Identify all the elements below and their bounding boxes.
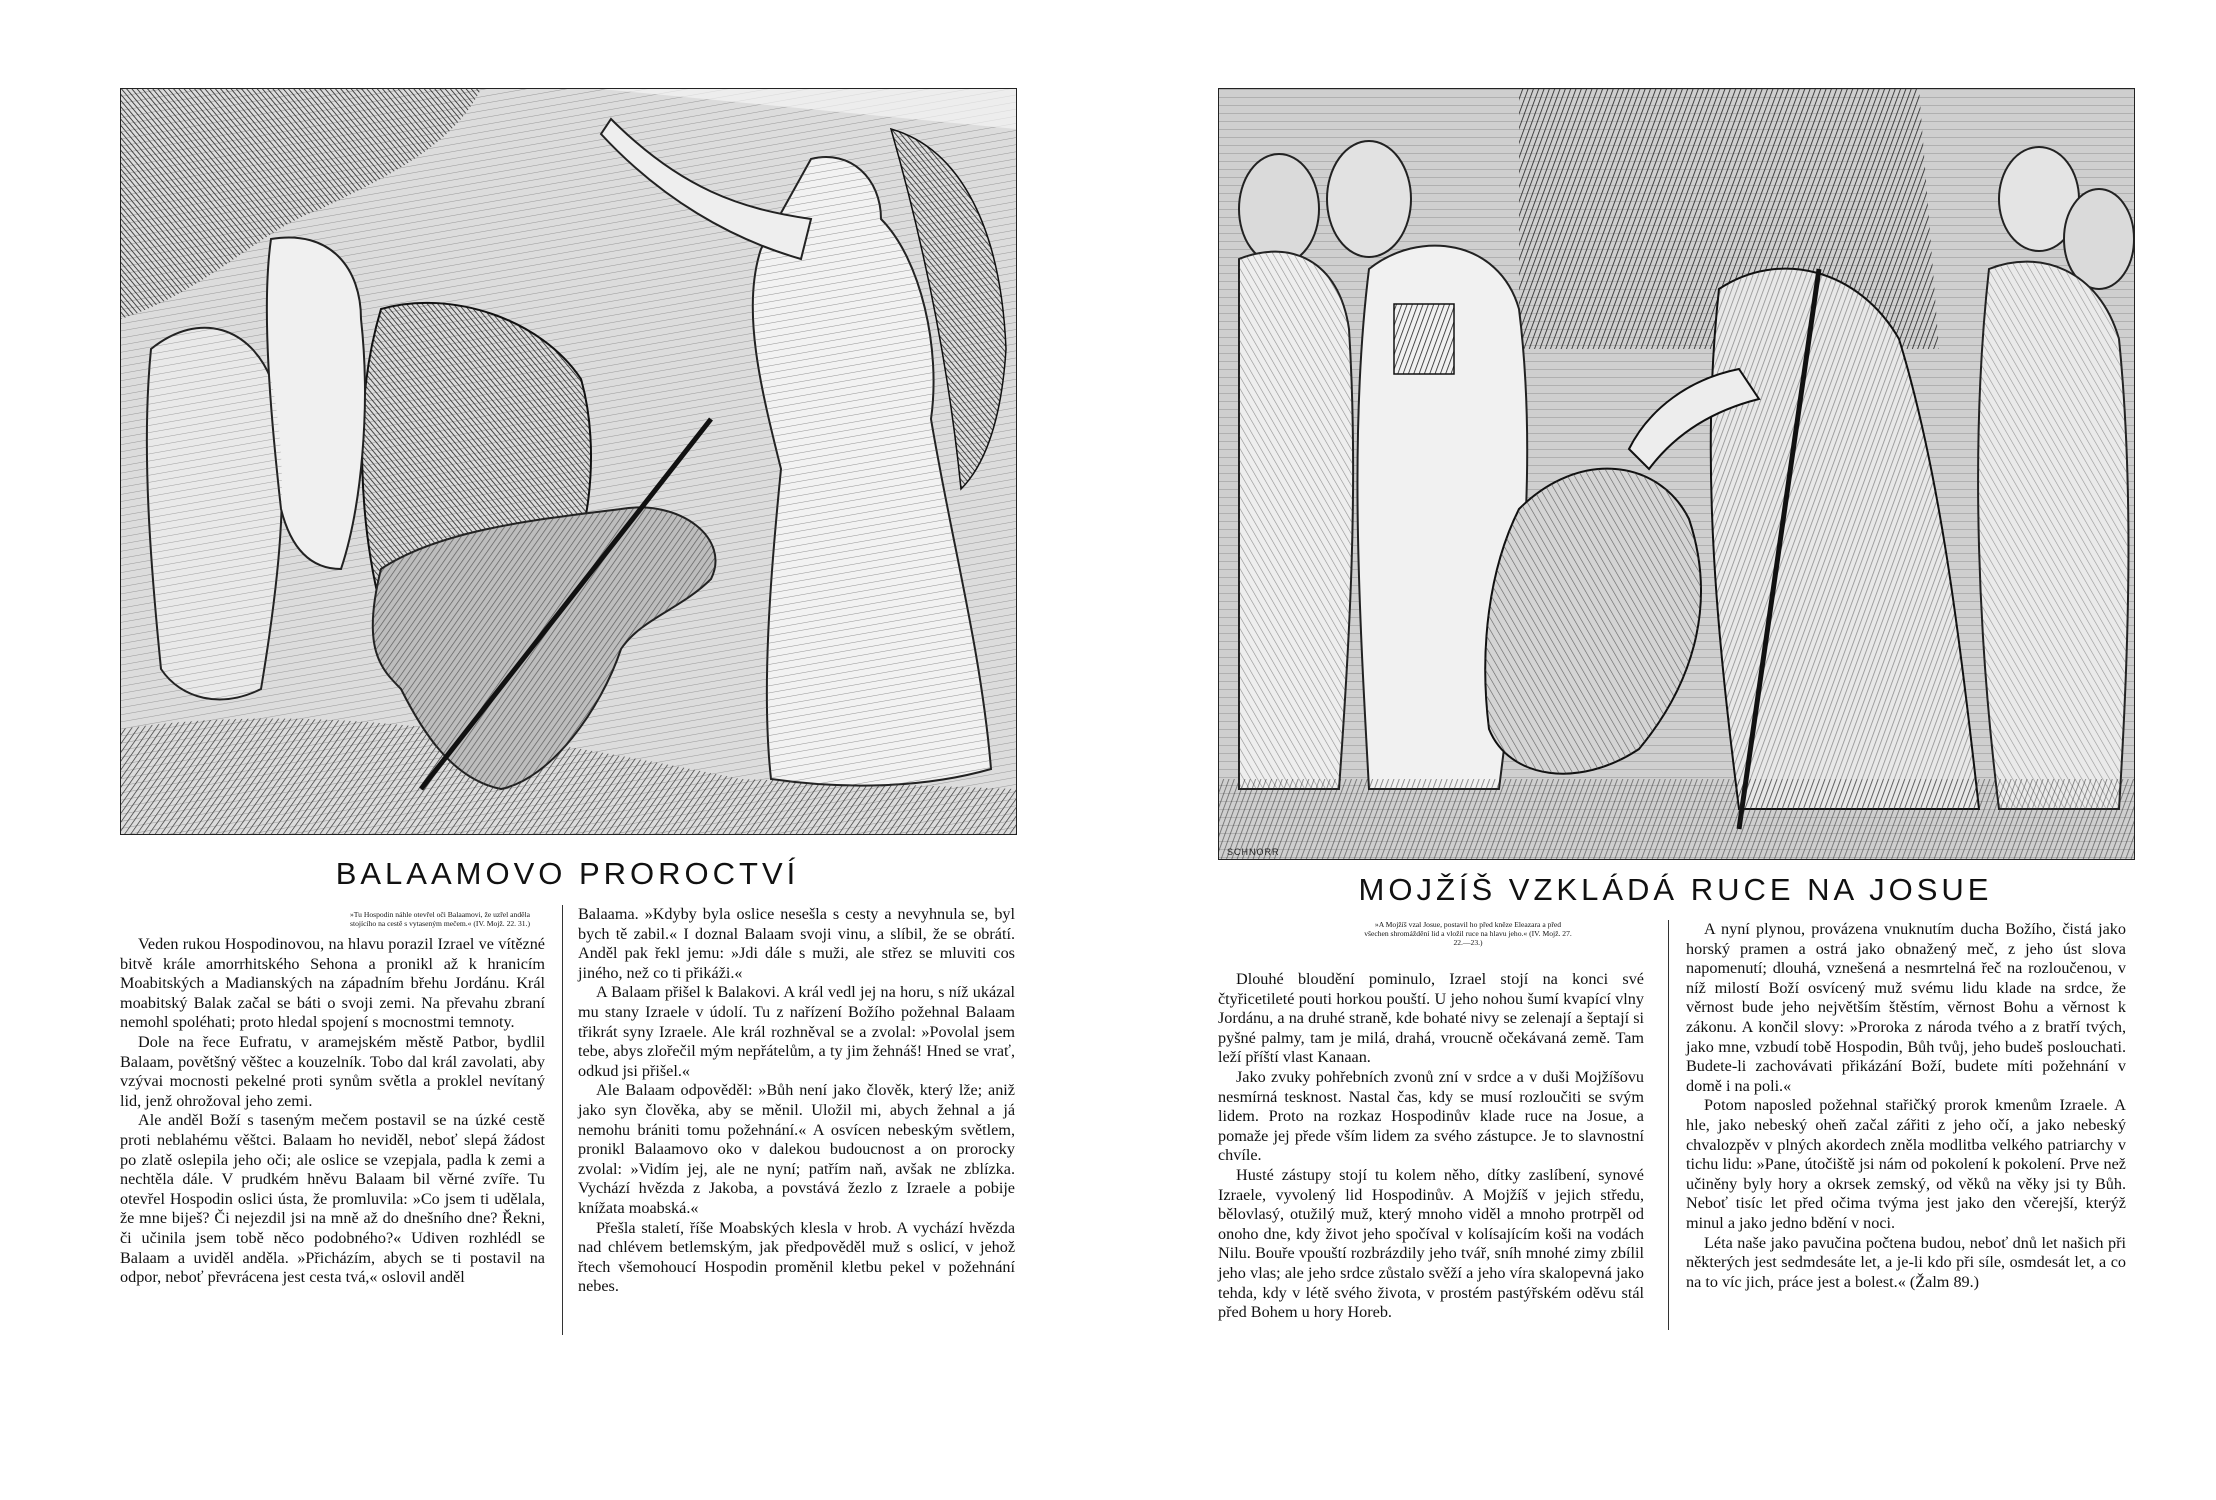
paragraph: Léta naše jako pavučina počtena budou, neboť dnů let našich při některých jest sedmdesáte let, a je-li kdo při síle, osmdesát let, a co na to víc jich, práce jest a bolest.« (Žalm 89.)	[1686, 1233, 2126, 1291]
artist-signature: SCHNORR	[1227, 847, 1280, 857]
balaam-column-2	[578, 905, 1015, 1297]
paragraph: Dole na řece Eufratu, v aramejském městě Patbor, bydlil Balaam, povětšný věštec a kouzelník. Tobo dal král zavolati, aby vzývai mocnosti pekelné proti synům světla a proklel nevítaný lid, jenž ohrožoval jeho zemi.	[120, 1032, 545, 1110]
paragraph: Husté zástupy stojí tu kolem něho, dítky zaslíbení, synové Izraele, vyvolený lid Hospodinův. A Mojžíš v jejich středu, bělovlasý, otužilý muž, který mnoho viděl a mnoho protrpěl od onoho dne, kdy život jeho spočíval v kolísajícím koši na vodách Nilu. Bouře vpouští rozbrázdily jeho tvář, sníh mnohé zimy zbílil jeho vlas; ale jeho srdce zůstalo svěží a jeho víra skalopevná jako tehda, kdy v létě svého života, v prostém pastýřském oděvu stál před Bohem u hory Horeb.	[1218, 1165, 1644, 1322]
paragraph: A nyní plynou, provázena vnuknutím ducha Božího, čistá jako horský pramen a ostrá jako obnažený meč, z jeho úst slova napomenutí; dlouhá, vznešená a nesmrtelná řeč na rozloučenou, v níž milostí Boží osvícený muž svému lidu klade na srdce, že věrnost bude jeho největším štěstím, věrnost Bohu a věrnost k zákonu. A končil slovy: »Proroka z národa tvého a z bratří tvých, jako mne, vzbudí tobě Hospodin, Bůh tvůj, jeho budeš poslouchati. Budete-li zachovávati přikázání Boží, budete míti požehnání v domě i na poli.«	[1686, 920, 2126, 1095]
paragraph: Ale anděl Boží s taseným mečem postavil se na úzké cestě proti neblahému věštci. Balaam ho neviděl, neboť slepá žádost po zlatě oslepila jeho oči; ale oslice se vzepjala, padla k zemi a nechtěla dále. V prudkém hněvu Balaam bil věrné zvíře. Tu otevřel Hospodin oslici ústa, že promluvila: »Co jsem ti udělala, že mne biješ? Či nejezdil jsi na mně až do dnešního dne? Řekni, či učinila jsem tobě něco podobného?« Udiven rozhlédl se Balaam a uviděl anděla. »Přicházím, abych se ti postavil na odpor, neboť převrácena jest cesta tvá,« oslovil anděl	[120, 1111, 545, 1287]
balaam-caption: »Tu Hospodin náhle otevřel oči Balaamovi, že uzřel anděla stojícího na cestě s vytaseným mečem.« (IV. Mojž. 22. 31.)	[349, 910, 531, 928]
balaam-title: BALAAMOVO PROROCTVÍ	[335, 856, 800, 891]
moses-title: MOJŽÍŠ VZKLÁDÁ RUCE NA JOSUE	[1358, 872, 1993, 907]
balaam-column-1	[120, 935, 545, 1288]
paragraph: Jako zvuky pohřebních zvonů zní v srdce a v duši Mojžíšovu nesmírná tesknost. Nastal čas, kdy se musí rozloučiti se svým lidem. Proto na rozkaz Hospodinův klade ruce na Josue, a pomaže jej přede vším lidem za svého zástupce. Je to slavnostní chvíle.	[1218, 1067, 1644, 1165]
right-page	[1108, 0, 2216, 1500]
engraving-moses-image	[1219, 89, 2134, 859]
paragraph: Ale Balaam odpověděl: »Bůh není jako člověk, který lže; aniž jako syn člověka, aby se měnil. Uložil mi, abych žehnal a já nemohu brániti tomu požehnání.« A osvícen nebeským světlem, pronikl Balaamovo oko v dalekou budoucnost a on prorocky zvolal: »Vidím jej, ale ne nyní; patřím naň, avšak ne zblízka. Vychází hvězda z Jakoba, a povstává žezlo z Izraele a pobije knížata moabská.«	[578, 1081, 1015, 1217]
moses-caption: »A Mojžíš vzal Josue, postavil ho před kněze Eleazara a před všechen shromáždění lid a vložil ruce na hlavu jeho.« (IV. Mojž. 27. 22.—23.)	[1364, 920, 1572, 947]
paragraph: Dlouhé bloudění pominulo, Izrael stojí na konci své čtyřicetileté pouti horkou pouští. U jeho nohou šumí kvapící vlny Jordánu, a na druhé straně, kde bohaté nivy se zelenají a šeptají si pyšné palmy, tam je milá, drahá, vroucně očekávaná země. Tam leží příští vlast Kanaan.	[1218, 970, 1644, 1067]
paragraph: A Balaam přišel k Balakovi. A král vedl jej na horu, s níž ukázal mu stany Izraele v údolí. Tu z nařízení Božího požehnal Balaam třikrát syny Izraele. Ale král rozhněval se a zvolal: »Povolal jsem tebe, abys zlořečil mým nepřátelům, a ty jim žehnáš! Hned se vrať, odkud jsi přišel.«	[578, 983, 1015, 1080]
paragraph: Přešla staletí, říše Moabských klesla v hrob. A vychází hvězda nad chlévem betlemským, jak předpověděl muž s oslicí, v jehož řtech všemohoucí Hospodin proměnil kletbu pekel v požehnání nebes.	[578, 1218, 1015, 1296]
balaam-illustration	[120, 88, 1017, 835]
paragraph: Balaama. »Kdyby byla oslice nesešla s cesty a nevyhnula se, byl bych tě zabil.« I doznal Balaam svoji vinu, a slíbil, že se obrátí. Anděl pak řekl jemu: »Jdi dále s muži, ale střez se mluviti cos jiného, než co ti přikáži.«	[578, 905, 1015, 982]
column-rule	[1668, 920, 1669, 1330]
paragraph: Potom naposled požehnal stařičký prorok kmenům Izraele. A hle, jako nebeský oheň začal zářiti z jeho očí, a jako nebeský chvalozpěv v plných akordech zněla modlitba velkého patriarchy v tichu lidu: »Pane, útočiště jsi nám od pokolení k pokolení. Prve než učiněny byly hory a okrsek zemský, od věků na věky jsi ty Bůh. Neboť tisíc let před očima tvýma jest jako den včerejší, kterýž minul a jako jedno bdění v noci.	[1686, 1096, 2126, 1232]
column-rule	[562, 905, 563, 1335]
moses-column-2	[1686, 920, 2126, 1292]
moses-column-1	[1218, 970, 1644, 1323]
paragraph: Veden rukou Hospodinovou, na hlavu porazil Izrael ve vítězné bitvě krále amorrhitského Sehona a pronikl až k hranicím Moabitských a Madianských na západním břehu Jordánu. Král moabitský Balak začal se báti o svoji zemi. Na převahu zbraní nemohl spoléhati; proto hledal spojení s mocnostmi temnoty.	[120, 935, 545, 1032]
engraving-balaam-image	[121, 89, 1016, 834]
moses-illustration	[1218, 88, 2135, 860]
